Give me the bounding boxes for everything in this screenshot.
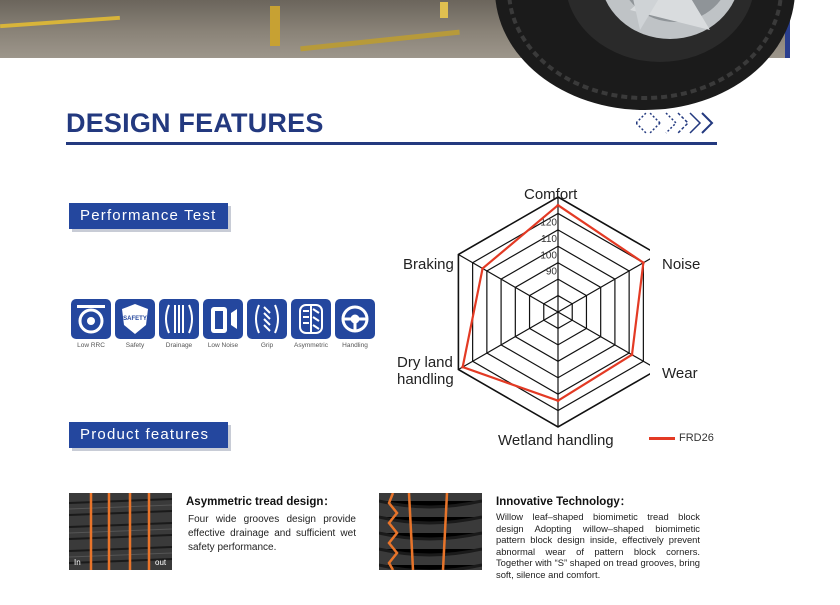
radar-label-wetland: Wetland handling: [498, 432, 614, 449]
tire-image: [470, 0, 800, 130]
safety-badge-text: SAFETY: [123, 316, 147, 322]
radar-point: [631, 353, 634, 356]
radar-spoke: [458, 312, 558, 370]
low-rrc-icon: [71, 299, 111, 339]
radar-label-wear: Wear: [662, 365, 698, 382]
legend-label: FRD26: [679, 432, 714, 444]
icon-caption: Handling: [342, 342, 368, 349]
innovative-tread-image: [379, 493, 482, 570]
road-marker: [440, 2, 448, 18]
radar-label-dry-line1: Dry land: [397, 354, 453, 371]
chevrons-icon: [636, 111, 718, 135]
asymmetric-tread-image: [69, 493, 172, 570]
icon-low-noise: [201, 299, 245, 349]
icon-caption: Safety: [125, 342, 145, 349]
product-features-text: Product features: [80, 426, 210, 443]
icon-drainage: [157, 299, 201, 349]
asymmetric-icon: [291, 299, 331, 339]
radar-point: [461, 366, 464, 369]
road-stripe: [300, 30, 460, 52]
radar-point: [642, 261, 645, 264]
road-post: [270, 6, 280, 46]
feature-title-innovative: Innovative Technology：: [496, 496, 632, 508]
radar-tick-label: 110: [541, 233, 557, 245]
icon-safety: [113, 299, 157, 349]
chart-legend: [649, 432, 714, 444]
handling-icon: [335, 299, 375, 339]
tread-out-label: out: [155, 558, 167, 567]
radar-spoke: [558, 255, 650, 313]
feature-title-asymmetric: Asymmetric tread design：: [186, 496, 335, 508]
radar-label-dry-line2: handling: [397, 371, 454, 388]
icon-caption: Low Noise: [207, 342, 239, 349]
legend-swatch: [649, 437, 675, 440]
icon-grip: [245, 299, 289, 349]
tread-in-label: In: [74, 558, 81, 567]
icon-caption: Low RRC: [77, 342, 105, 349]
road-stripe: [0, 16, 120, 28]
radar-label-dry-land: [397, 354, 454, 388]
radar-point: [557, 204, 560, 207]
performance-test-text: Performance Test: [80, 207, 217, 224]
product-features-label: [69, 422, 228, 448]
section-heading: [66, 108, 324, 139]
icon-caption: Asymmetric: [294, 342, 328, 349]
grip-icon: [247, 299, 287, 339]
radar-grid: [458, 197, 650, 427]
radar-tick-label: 100: [540, 250, 557, 262]
performance-test-label: [69, 203, 228, 229]
feature-text-innovative: Willow leaf–shaped biomimetic tread block design Adopting willow–shaped biomimetic pattern block design inside, effectively prevent abnormal wear of pattern block corners. Together with “S” shaped on tread grooves, bring soft, silence and comfort.: [496, 511, 700, 580]
feature-text-asymmetric: Four wide grooves design provide effective drainage and sufficient wet safety performance.: [188, 514, 356, 553]
radar-spoke: [458, 255, 558, 313]
icon-caption: Drainage: [165, 342, 193, 349]
icon-handling: [333, 299, 377, 349]
safety-icon: [115, 299, 155, 339]
icon-low-rrc: [69, 299, 113, 349]
icon-caption: Grip: [260, 342, 274, 349]
radar-label-braking: Braking: [403, 256, 454, 273]
low-noise-icon: [203, 299, 243, 339]
radar-tick-label: 90: [545, 266, 557, 278]
title-underline: [66, 142, 717, 145]
performance-icons: [69, 299, 377, 349]
drainage-icon: [159, 299, 199, 339]
radar-point: [557, 399, 560, 402]
radar-label-comfort: Comfort: [524, 186, 578, 203]
radar-chart: [390, 182, 650, 432]
icon-asymmetric: [289, 299, 333, 349]
page-title: DESIGN FEATURES: [66, 108, 324, 138]
radar-tick-label: 120: [540, 217, 557, 229]
radar-label-noise: Noise: [662, 256, 701, 273]
radar-point: [481, 267, 484, 270]
